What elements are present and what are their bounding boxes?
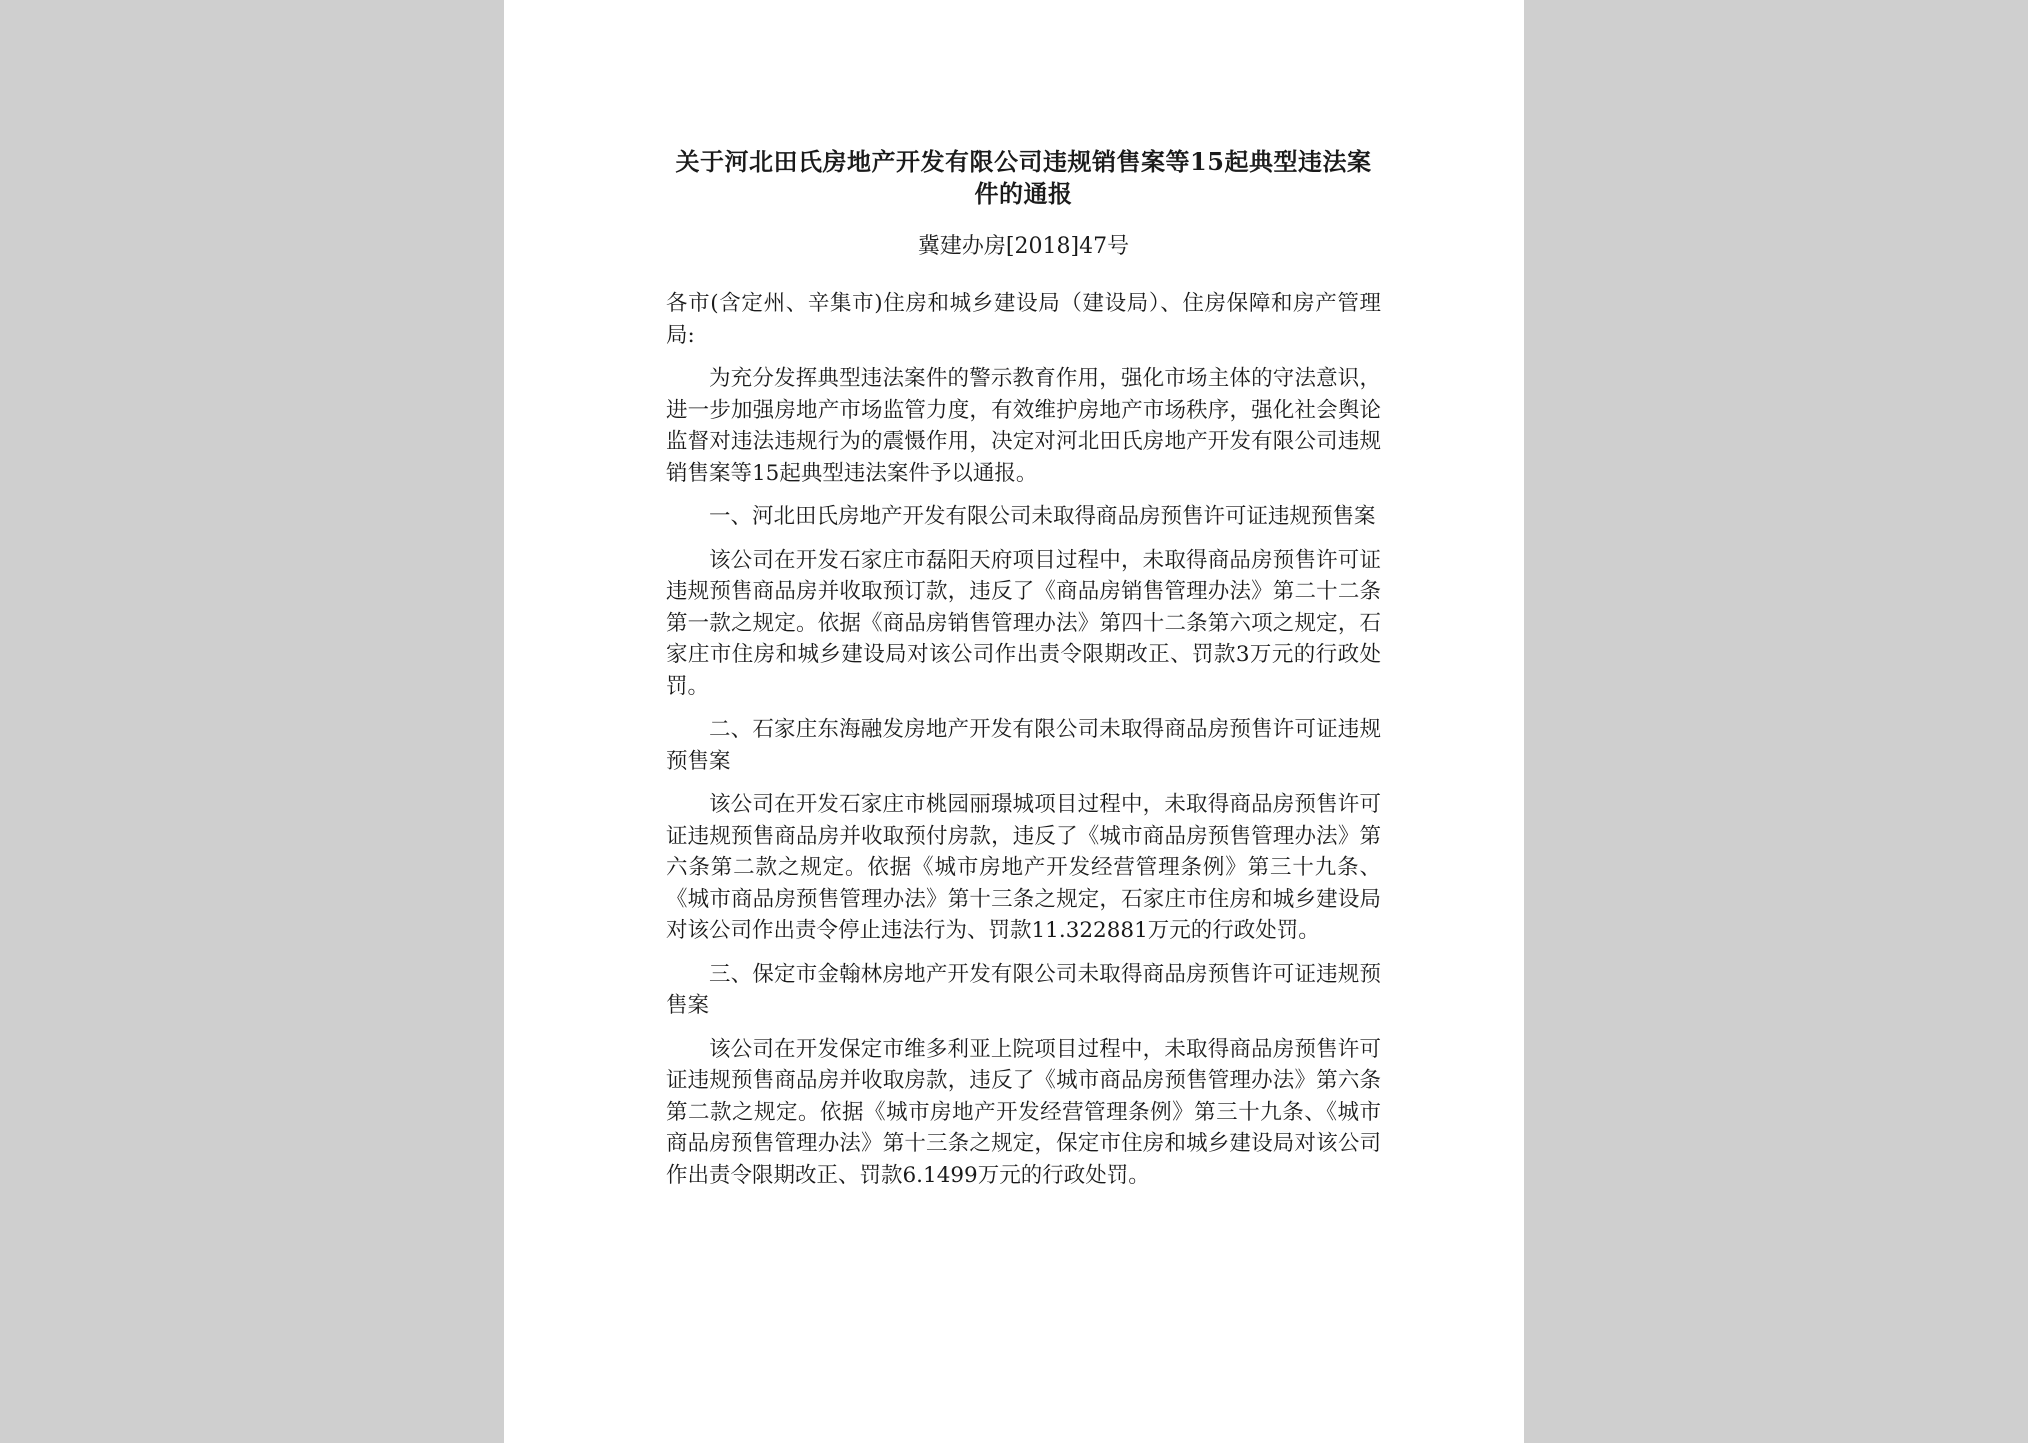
document-title: 关于河北田氏房地产开发有限公司违规销售案等15起典型违法案件的通报	[675, 147, 1372, 208]
case-1-body: 该公司在开发石家庄市磊阳天府项目过程中，未取得商品房预售许可证违规预售商品房并收取预订款，违反了《商品房销售管理办法》第二十二条第一款之规定。依据《商品房销售管理办法》第四十二条第六项之规定，石家庄市住房和城乡建设局对该公司作出责令限期改正、罚款3万元的行政处罚。	[666, 547, 1381, 699]
document-page	[504, 0, 1524, 1443]
document-body	[666, 146, 1381, 1203]
case-3-body: 该公司在开发保定市维多利亚上院项目过程中，未取得商品房预售许可证违规预售商品房并收取房款，违反了《城市商品房预售管理办法》第六条第二款之规定。依据《城市房地产开发经营管理条例》第三十九条、《城市商品房预售管理办法》第十三条之规定，保定市住房和城乡建设局对该公司作出责令限期改正、罚款6.1499万元的行政处罚。	[666, 1036, 1381, 1188]
document-number: 冀建办房[2018]47号	[917, 234, 1130, 259]
case-1-heading: 一、河北田氏房地产开发有限公司未取得商品房预售许可证违规预售案	[709, 504, 1376, 529]
case-2-body: 该公司在开发石家庄市桃园丽璟城项目过程中，未取得商品房预售许可证违规预售商品房并收取预付房款，违反了《城市商品房预售管理办法》第六条第二款之规定。依据《城市房地产开发经营管理条例》第三十九条、《城市商品房预售管理办法》第十三条之规定，石家庄市住房和城乡建设局对该公司作出责令停止违法行为、罚款11.322881万元的行政处罚。	[666, 792, 1381, 943]
recipients-line: 各市(含定州、辛集市)住房和城乡建设局（建设局）、住房保障和房产管理局:	[666, 291, 1381, 348]
case-3-heading: 三、保定市金翰林房地产开发有限公司未取得商品房预售许可证违规预售案	[666, 961, 1381, 1018]
intro-paragraph: 为充分发挥典型违法案件的警示教育作用，强化市场主体的守法意识，进一步加强房地产市场监管力度，有效维护房地产市场秩序，强化社会舆论监督对违法违规行为的震慑作用，决定对河北田氏房地产开发有限公司违规销售案等15起典型违法案件予以通报。	[666, 366, 1381, 486]
case-2-heading: 二、石家庄东海融发房地产开发有限公司未取得商品房预售许可证违规预售案	[666, 717, 1381, 774]
